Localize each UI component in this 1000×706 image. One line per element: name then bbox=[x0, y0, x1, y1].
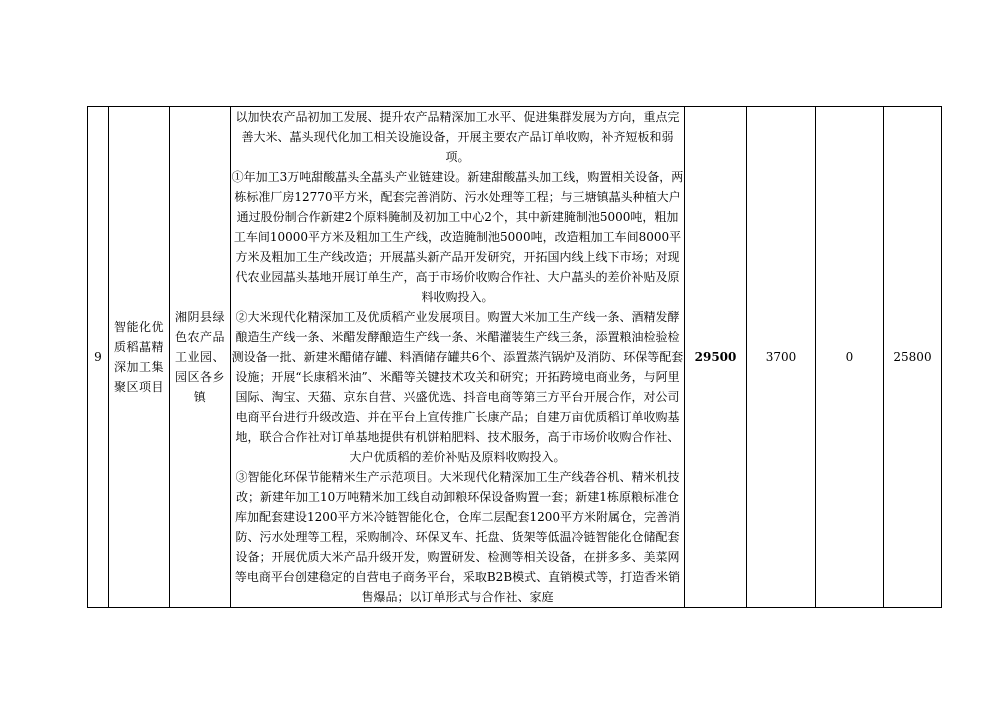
row-number: 9 bbox=[88, 107, 109, 608]
investment-col-c: 25800 bbox=[884, 107, 942, 608]
project-table bbox=[87, 106, 942, 608]
table-row bbox=[88, 107, 942, 608]
project-description bbox=[231, 107, 685, 608]
description-item-1: ①年加工3万吨甜酸蕌头全蕌头产业链建设。新建甜酸蕌头加工线，购置相关设备，两栋标准厂房12770平方米，配套完善消防、污水处理等工程；与三塘镇蕌头种植大户通过股份制合作新建2个原料腌制及初加工中心2个，其中新建腌制池5000吨，粗加工车间10000平方米及粗加工生产线，改造腌制池5000吨，改造粗加工车间8000平方米及粗加工生产线改造；开展蕌头新产品开发研究，开拓国内线上线下市场；对现代农业园蕌头基地开展订单生产，高于市场价收购合作社、大户蕌头的差价补贴及原料收购投入。 bbox=[231, 170, 684, 304]
description-item-3: ③智能化环保节能精米生产示范项目。大米现代化精深加工生产线砻谷机、精米机技改；新建年加工10万吨精米加工线自动卸粮环保设备购置一套；新建1栋原粮标准仓库加配套建设1200平方米冷链智能化仓，仓库二层配套1200平方米附属仓，完善消防、污水处理等工程，采购制冷、环保叉车、托盘、货架等低温冷链智能化仓储配套设备；开展优质大米产品升级开发，购置研发、检测等相关设备，在拼多多、美菜网等电商平台创建稳定的自营电子商务平台，采取B2B模式、直销模式等，打造香米销售爆品；以订单形式与合作社、家庭 bbox=[234, 470, 681, 604]
description-item-2: ②大米现代化精深加工及优质稻产业发展项目。购置大米加工生产线一条、酒精发酵酿造生产线一条、米醋发酵酿造生产线一条、米醋灌装生产线三条，添置粮油检验检测设备一批、新建米醋储存罐、料酒储存罐共6个、添置蒸汽锅炉及消防、环保等配套设施；开展“长康稻米油”、米醋等关键技术攻关和研究；开拓跨境电商业务，与阿里国际、淘宝、天猫、京东自营、兴盛优选、抖音电商等第三方平台开展合作，对公司电商平台进行升级改造、并在平台上宣传推广长康产品；自建万亩优质稻订单收购基地，联合合作社对订单基地提供有机饼粕肥料、技术服务，高于市场价收购合作社、大户优质稻的差价补贴及原料收购投入。 bbox=[231, 310, 684, 464]
project-name: 智能化优质稻蕌精深加工集聚区项目 bbox=[109, 107, 170, 608]
investment-col-b: 0 bbox=[816, 107, 884, 608]
total-investment: 29500 bbox=[685, 107, 747, 608]
investment-col-a: 3700 bbox=[747, 107, 816, 608]
project-location: 湘阴县绿色农产品工业园、园区各乡镇 bbox=[170, 107, 231, 608]
description-intro: 以加快农产品初加工发展、提升农产品精深加工水平、促进集群发展为方向，重点完善大米、蕌头现代化加工相关设施设备，开展主要农产品订单收购，补齐短板和弱项。 bbox=[235, 110, 680, 164]
